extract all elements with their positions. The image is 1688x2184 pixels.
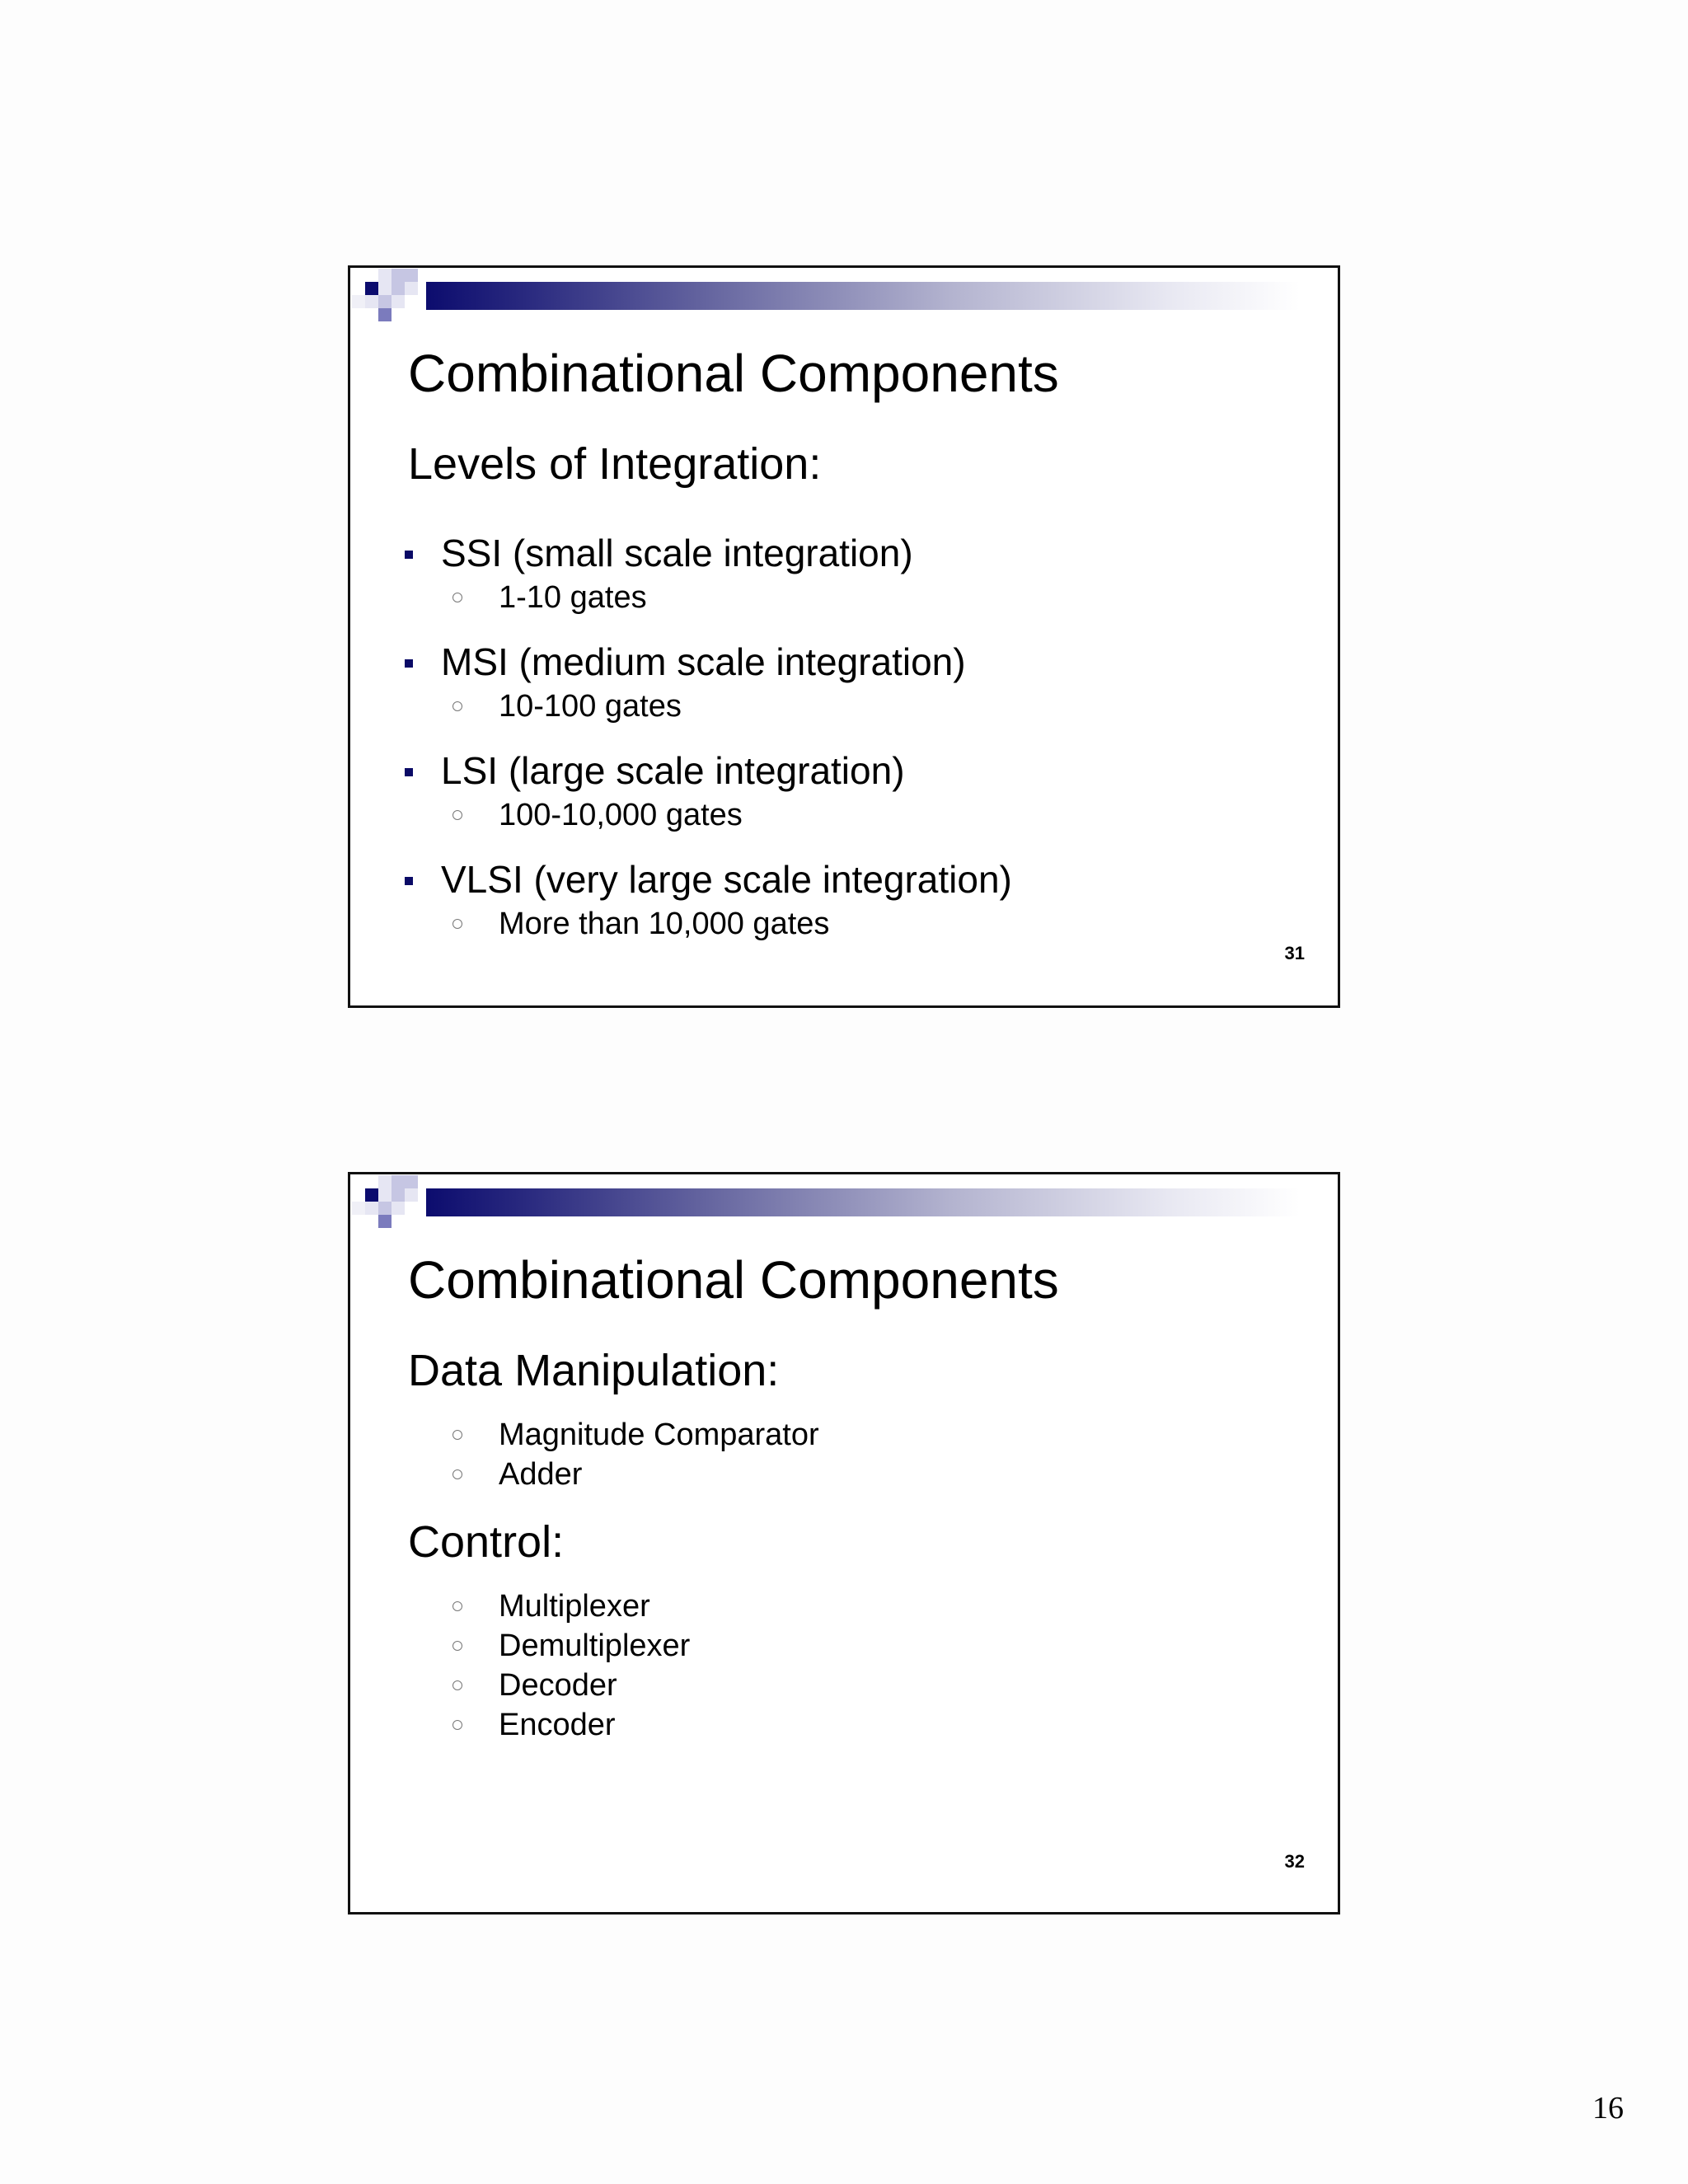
slide-title: Combinational Components (408, 344, 1059, 403)
circle-bullet-icon (452, 1641, 462, 1651)
circle-bullet-icon (452, 701, 462, 711)
header-decoration (350, 268, 1339, 334)
slide-31: Combinational Components Levels of Integration: SSI (small scale integration) 1-10 gates MSI (medium scale integration) 10-100 gates LSI (large scale integration) 100-10,000 gates VLSI (very large scale integration) More than 10,000 gates 31 (348, 265, 1340, 1008)
header-decoration (350, 1174, 1339, 1240)
circle-bullet-icon (452, 1720, 462, 1730)
circle-bullet-icon (452, 919, 462, 929)
circle-bullet-icon (452, 1430, 462, 1440)
square-bullet-icon (405, 877, 413, 885)
section-heading: Levels of Integration: (408, 439, 822, 489)
circle-bullet-icon (452, 810, 462, 820)
section-heading: Control: (408, 1517, 565, 1567)
page-number: 16 (1592, 2091, 1624, 2125)
header-gradient-bar (426, 1188, 1300, 1216)
header-gradient-bar (426, 282, 1300, 310)
circle-bullet-icon (452, 593, 462, 602)
circle-bullet-icon (452, 1680, 462, 1690)
square-bullet-icon (405, 659, 413, 668)
circle-bullet-icon (452, 1601, 462, 1611)
slide-title: Combinational Components (408, 1250, 1059, 1310)
slide-number: 32 (1284, 1851, 1305, 1872)
circle-bullet-icon (452, 1469, 462, 1479)
slide-32: Combinational Components Data Manipulation: Magnitude Comparator Adder Control: Multiplexer Demultiplexer Decoder Encoder 32 (348, 1172, 1340, 1915)
square-bullet-icon (405, 551, 413, 559)
square-bullet-icon (405, 768, 413, 776)
section-heading: Data Manipulation: (408, 1346, 780, 1395)
slide-number: 31 (1284, 943, 1305, 963)
